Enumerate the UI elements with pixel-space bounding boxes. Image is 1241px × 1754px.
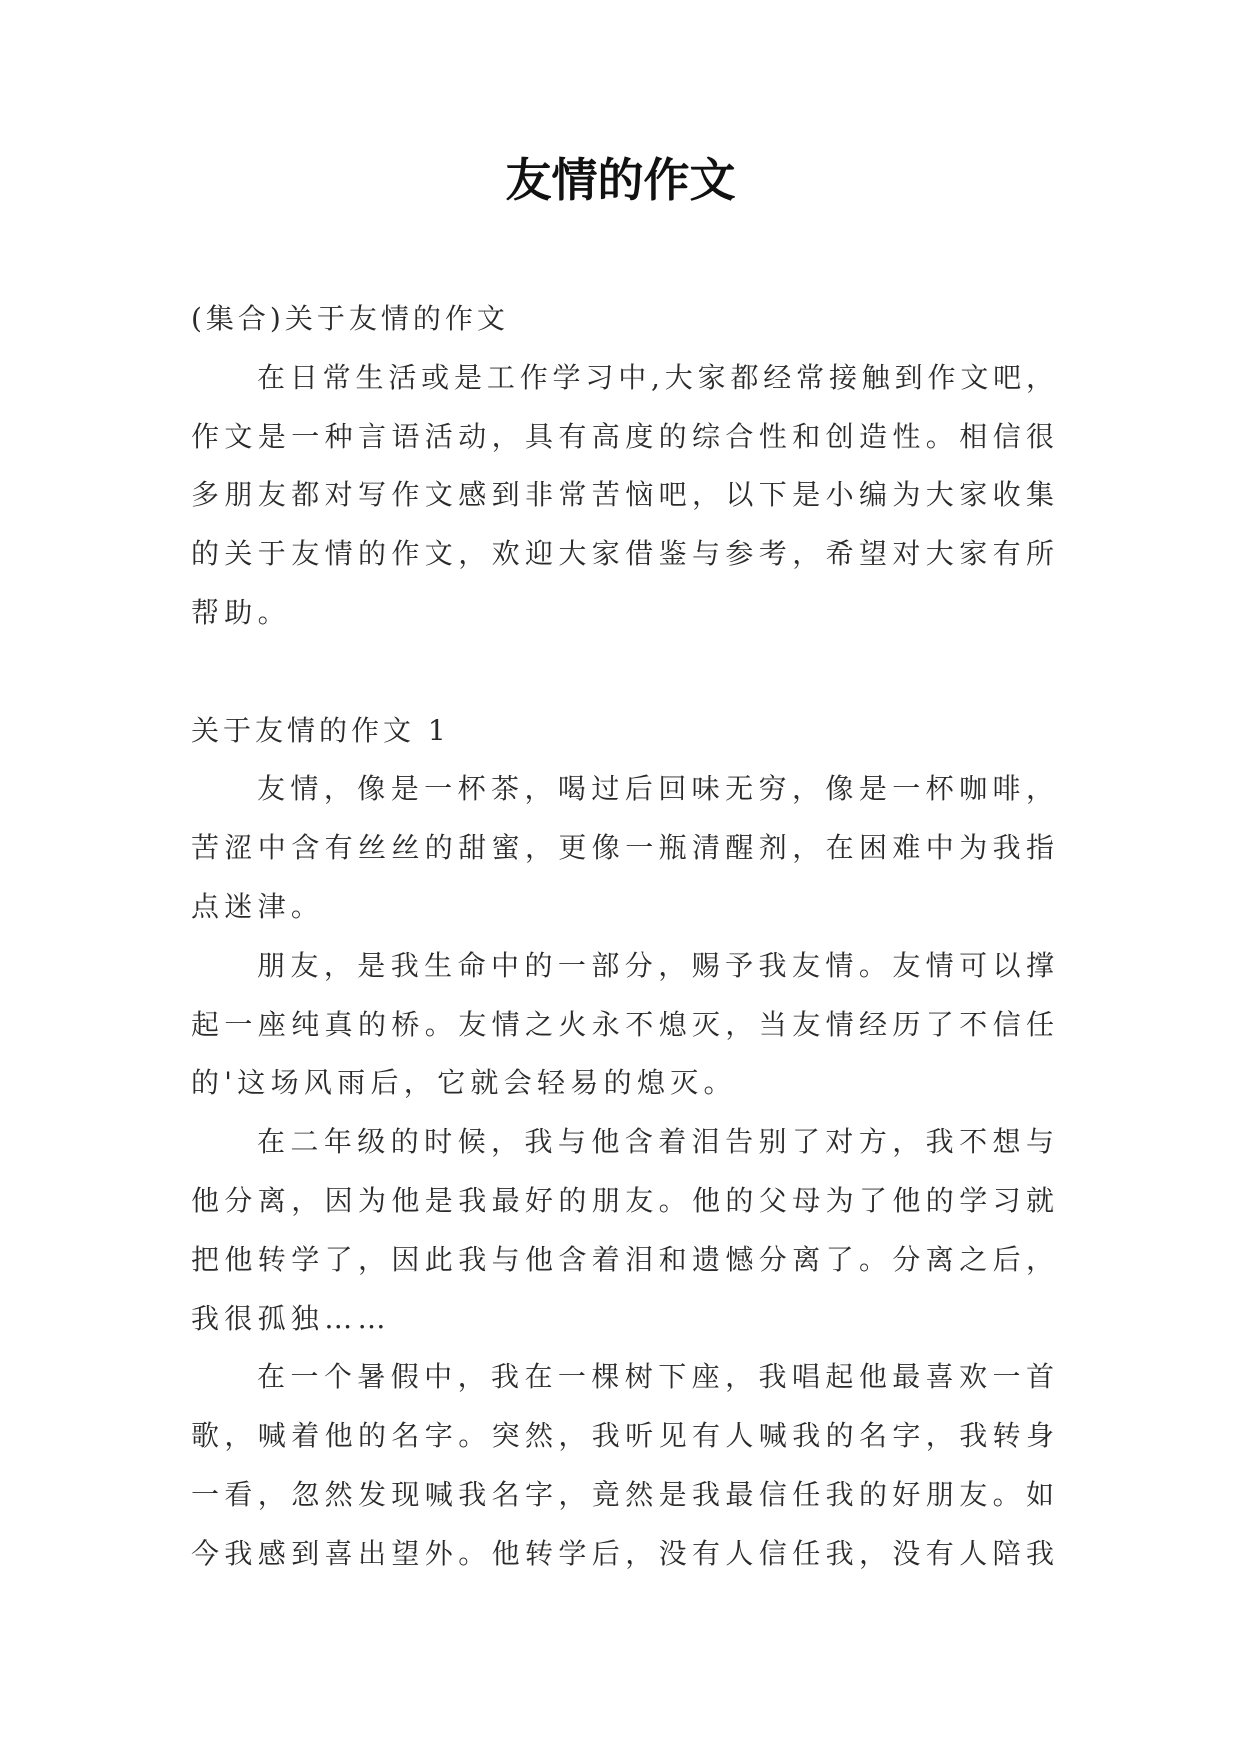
blank-line <box>191 643 1058 702</box>
paragraph-line: 的关于友情的作文，欢迎大家借鉴与参考，希望对大家有所 <box>191 537 1058 571</box>
section-paragraph <box>191 760 1058 936</box>
document-title: 友情的作文 <box>505 153 736 207</box>
paragraph-line: 我很孤独…… <box>191 1301 391 1335</box>
intro-paragraph <box>191 349 1058 643</box>
paragraph-line: 在日常生活或是工作学习中,大家都经常接触到作文吧， <box>257 360 1058 394</box>
paragraph-line: 朋友，是我生命中的一部分，赐予我友情。友情可以撑 <box>257 948 1058 982</box>
paragraph-line: 把他转学了，因此我与他含着泪和遗憾分离了。分离之后， <box>191 1242 1058 1276</box>
paragraph-line: 点迷津。 <box>191 889 325 923</box>
paragraph-line: 在一个暑假中，我在一棵树下座，我唱起他最喜欢一首 <box>257 1360 1058 1394</box>
paragraph-line: 起一座纯真的桥。友情之火永不熄灭，当友情经历了不信任 <box>191 1007 1058 1041</box>
section-paragraph <box>191 1348 1058 1583</box>
paragraph-line: 他分离，因为他是我最好的朋友。他的父母为了他的学习就 <box>191 1183 1058 1217</box>
section-paragraph <box>191 1113 1058 1348</box>
paragraph-line: 歌，喊着他的名字。突然，我听见有人喊我的名字，我转身 <box>191 1419 1058 1453</box>
intro-heading: (集合)关于友情的作文 <box>191 302 509 335</box>
paragraph-line: 友情，像是一杯茶，喝过后回味无穷，像是一杯咖啡， <box>257 772 1058 806</box>
paragraph-line: 一看，忽然发现喊我名字，竟然是我最信任我的好朋友。如 <box>191 1477 1058 1511</box>
paragraph-line: 帮助。 <box>191 595 291 629</box>
paragraph-line: 的'这场风雨后，它就会轻易的熄灭。 <box>191 1066 737 1100</box>
paragraph-line: 作文是一种言语活动，具有高度的综合性和创造性。相信很 <box>191 419 1058 453</box>
paragraph-line: 苦涩中含有丝丝的甜蜜，更像一瓶清醒剂，在困难中为我指 <box>191 831 1058 865</box>
paragraph-line: 在二年级的时候，我与他含着泪告别了对方，我不想与 <box>257 1125 1058 1159</box>
paragraph-line: 今我感到喜出望外。他转学后，没有人信任我，没有人陪我 <box>191 1536 1058 1570</box>
document-body <box>191 290 1058 1584</box>
section-paragraph <box>191 937 1058 1113</box>
paragraph-line: 多朋友都对写作文感到非常苦恼吧，以下是小编为大家收集 <box>191 478 1058 512</box>
section-heading: 关于友情的作文 1 <box>191 713 450 747</box>
